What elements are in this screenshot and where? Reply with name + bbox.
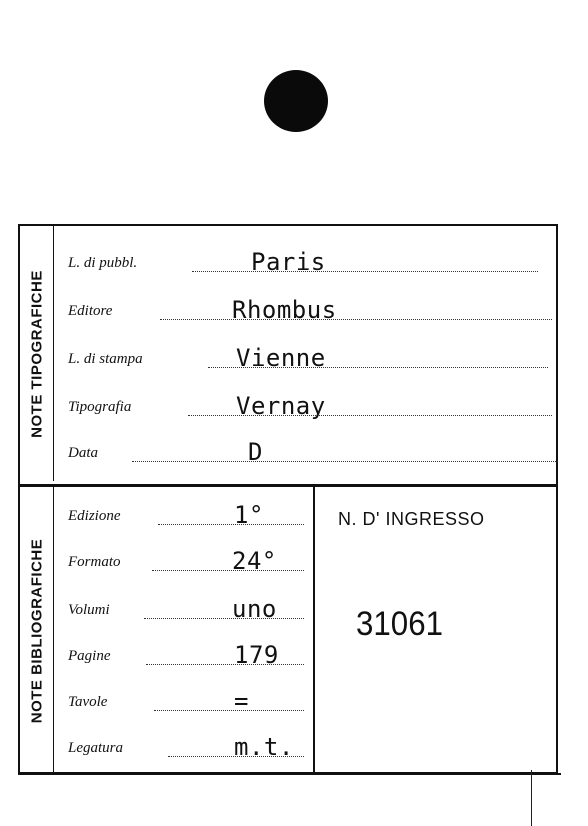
row-tavole: [68, 689, 304, 719]
heading-note-tipografiche: NOTE TIPOGRAFICHE: [28, 269, 45, 438]
label-pagine: Pagine: [68, 648, 111, 664]
value-luogo-pubblicazione: Paris: [251, 248, 326, 276]
value-editore: Rhombus: [232, 296, 337, 324]
column-divider: [313, 487, 315, 773]
catalog-card: [18, 224, 558, 774]
label-volumi: Volumi: [68, 602, 110, 618]
row-luogo-pubblicazione: [68, 250, 538, 280]
value-luogo-stampa: Vienne: [236, 344, 326, 372]
dotted-line: [144, 618, 304, 619]
dotted-line: [158, 524, 304, 525]
section-note-tipografiche: [20, 226, 556, 481]
punch-hole: [264, 70, 328, 132]
label-edizione: Edizione: [68, 508, 121, 524]
row-editore: [68, 298, 552, 328]
row-data: [68, 440, 558, 470]
label-formato: Formato: [68, 554, 121, 570]
ingresso-number: 31061: [356, 605, 443, 643]
value-tipografia: Vernay: [236, 392, 326, 420]
dotted-line: [154, 710, 304, 711]
side-heading-tipografiche: [20, 226, 54, 481]
value-edizione: 1°: [234, 501, 264, 529]
row-volumi: [68, 597, 304, 627]
value-volumi: uno: [232, 595, 277, 623]
heading-note-bibliografiche: NOTE BIBLIOGRAFICHE: [28, 538, 45, 724]
value-data: D: [248, 438, 263, 466]
row-tipografia: [68, 394, 552, 424]
label-tipografia: Tipografia: [68, 399, 132, 415]
label-luogo-stampa: L. di stampa: [68, 351, 143, 367]
label-data: Data: [68, 445, 98, 461]
value-legatura: m.t.: [234, 733, 294, 761]
section-note-bibliografiche: [20, 484, 556, 775]
dotted-line: [192, 271, 538, 272]
dotted-line: [160, 319, 552, 320]
label-legatura: Legatura: [68, 740, 124, 756]
row-pagine: [68, 643, 304, 673]
dotted-line: [146, 664, 304, 665]
row-legatura: [68, 735, 304, 765]
dotted-line: [152, 570, 304, 571]
value-pagine: 179: [234, 641, 279, 669]
card-bottom-rule: [18, 773, 561, 775]
row-formato: [68, 549, 304, 579]
label-luogo-pubblicazione: L. di pubbl.: [68, 255, 138, 271]
row-edizione: [68, 503, 304, 533]
side-heading-bibliografiche: [20, 487, 54, 775]
label-tavole: Tavole: [68, 694, 108, 710]
ingresso-label: N. D' INGRESSO: [338, 509, 485, 529]
value-tavole: =: [234, 687, 249, 715]
value-formato: 24°: [232, 547, 277, 575]
edge-mark: [531, 770, 532, 826]
row-luogo-stampa: [68, 346, 548, 376]
dotted-line: [132, 461, 558, 462]
label-editore: Editore: [68, 303, 113, 319]
